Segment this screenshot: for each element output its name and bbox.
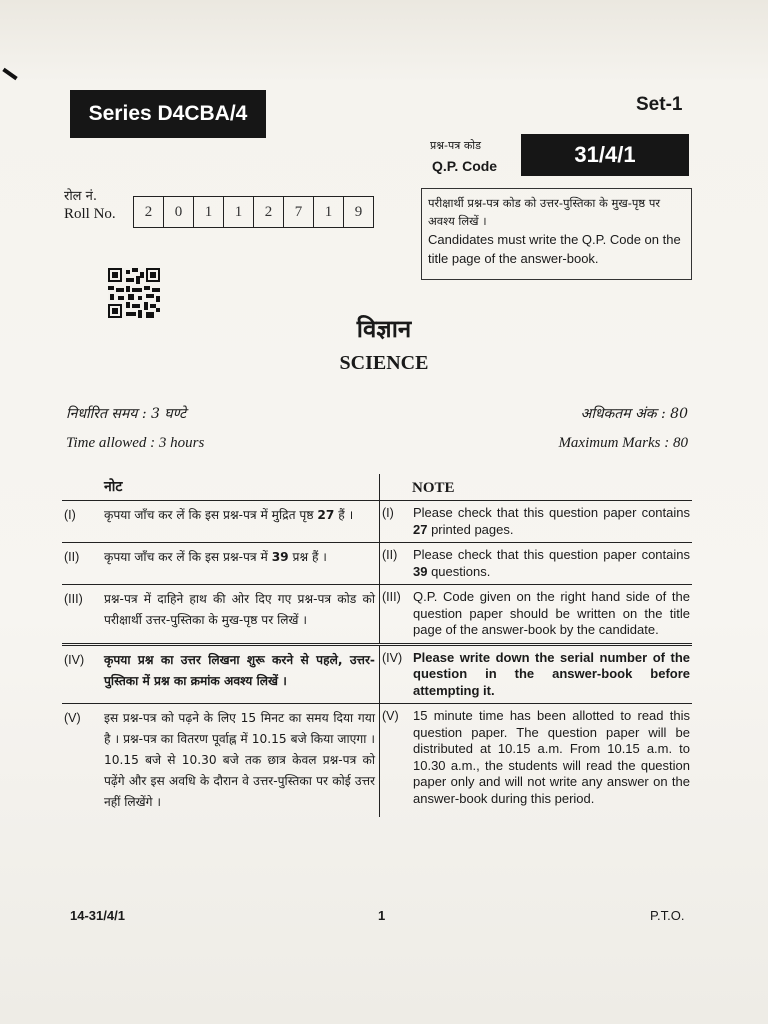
roll-digit: 7: [284, 197, 314, 227]
notes-table: [62, 474, 692, 817]
roll-digit: 9: [354, 204, 363, 220]
note-number: (IV): [64, 652, 85, 667]
roll-digit: 0: [164, 197, 194, 227]
maximum-marks: Maximum Marks : 80: [558, 435, 688, 451]
roll-digit: 2: [134, 197, 164, 227]
qp-code-hindi-label: प्रश्न-पत्र कोड: [430, 139, 482, 152]
note-number: (III): [64, 592, 83, 606]
notes-heading-hindi: नोट: [62, 474, 380, 500]
note-number: (IV): [382, 650, 403, 665]
note-number: (I): [382, 506, 394, 520]
note-row: [62, 501, 692, 543]
note-text-hindi: कृपया प्रश्न का उत्तर लिखना शुरू करने से पहले, उत्तर-पुस्तिका में प्रश्न का क्रमांक अवश्य लिखें ।: [104, 652, 375, 688]
time-allowed-hindi: निर्धारित समय : 3 घण्टे: [66, 406, 187, 422]
set-label: Set-1: [636, 94, 683, 115]
note-row: [62, 646, 692, 705]
note-row: [62, 585, 692, 646]
note-number: (III): [382, 590, 401, 604]
notes-header: [62, 474, 692, 501]
notes-heading: NOTE: [412, 480, 455, 496]
page-number: 1: [378, 908, 386, 923]
qr-code-icon: [108, 268, 160, 318]
roll-no-boxes: [133, 196, 374, 228]
roll-no-hindi-label: रोल नं.: [64, 189, 97, 204]
note-text-english: Please check that this question paper contains 39 questions.: [413, 547, 690, 579]
candidate-note-hindi: परीक्षार्थी प्रश्न-पत्र कोड को उत्तर-पुस्तिका के मुख-पृष्ठ पर अवश्य लिखें ।: [428, 196, 661, 228]
subject-title: SCIENCE: [339, 352, 429, 374]
series-label: Series D4CBA/4: [70, 90, 266, 138]
please-turn-over: P.T.O.: [650, 908, 685, 923]
note-text-hindi: प्रश्न-पत्र में दाहिने हाथ की ओर दिए गए प्रश्न-पत्र कोड को परीक्षार्थी उत्तर-पुस्तिका के मुख-पृष्ठ पर लिखें ।: [104, 592, 375, 627]
maximum-marks-hindi: अधिकतम अंक : 80: [580, 406, 688, 422]
note-number: (II): [64, 550, 80, 564]
note-row: [62, 543, 692, 585]
note-row: [62, 704, 692, 817]
time-allowed: Time allowed : 3 hours: [66, 435, 205, 451]
footer-paper-code: 14-31/4/1: [70, 908, 125, 923]
note-text-english: Please write down the serial number of the question in the answer-book before attempting it.: [413, 649, 690, 698]
candidate-instruction-box: [421, 188, 692, 280]
note-text-english: 15 minute time has been allotted to read this question paper. The question paper will be distributed at 10.15 a.m. From 10.15 a.m. to 10.30 a.m., the students will read the question paper only and will not write any answer on the answer-book during this period.: [413, 708, 690, 806]
note-text-hindi: इस प्रश्न-पत्र को पढ़ने के लिए 15 मिनट का समय दिया गया है । प्रश्न-पत्र का वितरण पूर्वाह्न में 10.15 बजे किया जाएगा । 10.15 बजे से 10.30 बजे तक छात्र केवल प्रश्न-पत्र को पढ़ेंगे और इस अवधि के दौरान वे उत्तर-पुस्तिका पर कोई उत्तर नहीं लिखेंगे ।: [104, 711, 375, 809]
note-text-hindi: कृपया जाँच कर लें कि इस प्रश्न-पत्र में मुद्रित पृष्ठ 27 हैं ।: [104, 508, 354, 522]
roll-digit: 1: [224, 197, 254, 227]
roll-no-label: Roll No.: [64, 206, 116, 222]
corner-mark: [2, 68, 17, 80]
note-text-english: Please check that this question paper contains 27 printed pages.: [413, 505, 690, 537]
note-text-english: Q.P. Code given on the right hand side of the question paper should be written on the title page of the answer-book by the candidate.: [413, 589, 690, 637]
roll-digit: 1: [194, 197, 224, 227]
roll-digit: 1: [314, 197, 344, 227]
note-number: (V): [382, 709, 399, 723]
note-number: (II): [382, 548, 398, 562]
qp-code-value: 31/4/1: [521, 134, 689, 176]
subject-title-hindi: विज्ञान: [356, 315, 412, 343]
candidate-note-english: Candidates must write the Q.P. Code on the title page of the answer-book.: [428, 232, 681, 266]
qp-code-label: Q.P. Code: [432, 158, 498, 174]
note-number: (V): [64, 711, 81, 725]
roll-digit: 2: [254, 197, 284, 227]
note-number: (I): [64, 508, 76, 522]
note-text-hindi: कृपया जाँच कर लें कि इस प्रश्न-पत्र में 39 प्रश्न हैं ।: [104, 550, 327, 564]
